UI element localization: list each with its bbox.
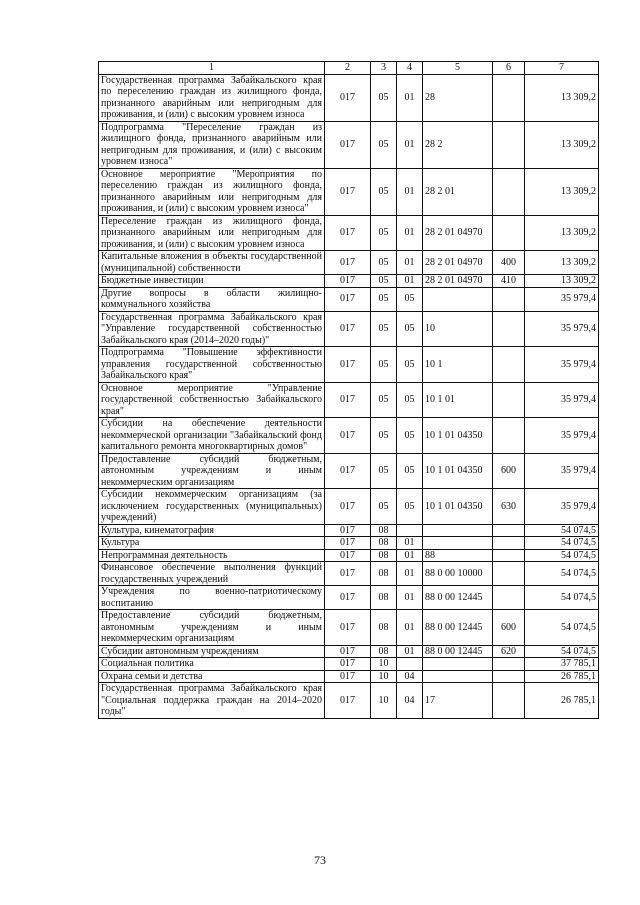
cell-csr: 88 0 00 12445	[423, 586, 493, 610]
cell-rz: 05	[371, 489, 397, 525]
cell-rz: 08	[371, 562, 397, 586]
cell-vr	[493, 74, 525, 121]
cell-csr: 10 1	[423, 347, 493, 383]
cell-vr: 600	[493, 610, 525, 646]
cell-name: Государственная программа Забайкальского края по переселению граждан из жилищного фонда, признанного аварийным или непригодным для проживания, и (или) с высоким уровнем износа	[99, 74, 325, 121]
cell-name: Капитальные вложения в объекты государственной (муниципальной) собственности	[99, 251, 325, 275]
cell-pr: 05	[397, 453, 423, 489]
cell-name: Учреждения по военно-патриотическому воспитанию	[99, 586, 325, 610]
budget-table	[98, 61, 599, 719]
cell-pr: 01	[397, 168, 423, 215]
cell-csr	[423, 524, 493, 537]
cell-grbs: 017	[325, 382, 371, 418]
cell-sum: 26 785,1	[525, 683, 599, 719]
cell-vr: 620	[493, 645, 525, 658]
cell-pr: 04	[397, 670, 423, 683]
header-cell-rz: 3	[371, 62, 397, 75]
cell-name: Основное мероприятие "Управление государственной собственностью Забайкальского края"	[99, 382, 325, 418]
cell-grbs: 017	[325, 658, 371, 671]
cell-name: Культура	[99, 537, 325, 550]
cell-csr: 28 2 01 04970	[423, 275, 493, 288]
cell-vr: 400	[493, 251, 525, 275]
cell-pr: 01	[397, 275, 423, 288]
cell-grbs: 017	[325, 215, 371, 251]
cell-name: Охрана семьи и детства	[99, 670, 325, 683]
cell-vr	[493, 524, 525, 537]
cell-vr	[493, 347, 525, 383]
cell-sum: 13 309,2	[525, 121, 599, 168]
cell-csr: 17	[423, 683, 493, 719]
cell-csr: 10	[423, 311, 493, 347]
header-cell-csr: 5	[423, 62, 493, 75]
table-row	[99, 347, 599, 383]
cell-grbs: 017	[325, 275, 371, 288]
cell-rz: 08	[371, 549, 397, 562]
cell-sum: 13 309,2	[525, 74, 599, 121]
cell-name: Подпрограмма "Переселение граждан из жилищного фонда, признанного аварийным или непригодным для проживания, и (или) с высоким уровнем износа"	[99, 121, 325, 168]
cell-vr	[493, 215, 525, 251]
header-cell-pr: 4	[397, 62, 423, 75]
cell-pr: 05	[397, 489, 423, 525]
cell-vr: 630	[493, 489, 525, 525]
table-row	[99, 453, 599, 489]
cell-rz: 05	[371, 121, 397, 168]
cell-pr: 01	[397, 215, 423, 251]
cell-csr: 28 2	[423, 121, 493, 168]
cell-rz: 05	[371, 311, 397, 347]
header-cell-sum: 7	[525, 62, 599, 75]
table-body	[99, 74, 599, 718]
cell-rz: 08	[371, 586, 397, 610]
cell-pr: 04	[397, 683, 423, 719]
cell-name: Предоставление субсидий бюджетным, автономным учреждениям и иным некоммерческим организациям	[99, 610, 325, 646]
cell-pr: 01	[397, 562, 423, 586]
cell-rz: 05	[371, 74, 397, 121]
table-row	[99, 562, 599, 586]
cell-pr: 05	[397, 311, 423, 347]
page-number: 73	[314, 853, 326, 867]
cell-csr: 88 0 00 12445	[423, 645, 493, 658]
cell-grbs: 017	[325, 610, 371, 646]
cell-rz: 10	[371, 683, 397, 719]
cell-sum: 54 074,5	[525, 645, 599, 658]
cell-rz: 05	[371, 453, 397, 489]
cell-sum: 13 309,2	[525, 215, 599, 251]
cell-pr: 05	[397, 287, 423, 311]
cell-grbs: 017	[325, 683, 371, 719]
cell-pr: 05	[397, 347, 423, 383]
cell-rz: 08	[371, 645, 397, 658]
table-row	[99, 287, 599, 311]
table-row	[99, 215, 599, 251]
cell-grbs: 017	[325, 251, 371, 275]
cell-vr	[493, 311, 525, 347]
cell-grbs: 017	[325, 418, 371, 454]
cell-pr: 05	[397, 418, 423, 454]
cell-grbs: 017	[325, 537, 371, 550]
header-row	[99, 62, 599, 75]
cell-sum: 54 074,5	[525, 586, 599, 610]
cell-csr	[423, 287, 493, 311]
table-row	[99, 251, 599, 275]
cell-sum: 35 979,4	[525, 382, 599, 418]
cell-grbs: 017	[325, 586, 371, 610]
cell-csr	[423, 658, 493, 671]
cell-name: Основное мероприятие "Мероприятия по переселению граждан из жилищного фонда, признанного аварийным или непригодным для проживания, и (или) с высоким уровнем износа"	[99, 168, 325, 215]
cell-name: Государственная программа Забайкальского края "Управление государственной собственностью Забайкальского края (2014–2020 годы)"	[99, 311, 325, 347]
cell-csr	[423, 670, 493, 683]
cell-sum: 35 979,4	[525, 311, 599, 347]
cell-rz: 08	[371, 524, 397, 537]
cell-csr: 88	[423, 549, 493, 562]
cell-vr	[493, 683, 525, 719]
cell-pr: 01	[397, 610, 423, 646]
cell-sum: 37 785,1	[525, 658, 599, 671]
cell-vr	[493, 670, 525, 683]
cell-csr: 10 1 01	[423, 382, 493, 418]
cell-rz: 05	[371, 168, 397, 215]
cell-csr: 10 1 01 04350	[423, 418, 493, 454]
table-row	[99, 670, 599, 683]
cell-rz: 05	[371, 251, 397, 275]
cell-pr: 01	[397, 251, 423, 275]
table-row	[99, 586, 599, 610]
cell-name: Субсидии некоммерческим организациям (за исключением государственных (муниципальных) учреждений)	[99, 489, 325, 525]
cell-grbs: 017	[325, 670, 371, 683]
header-cell-vr: 6	[493, 62, 525, 75]
cell-grbs: 017	[325, 549, 371, 562]
cell-sum: 54 074,5	[525, 549, 599, 562]
cell-name: Государственная программа Забайкальского края "Социальная поддержка граждан на 2014–2020 годы"	[99, 683, 325, 719]
cell-vr: 600	[493, 453, 525, 489]
cell-vr	[493, 121, 525, 168]
table-row	[99, 74, 599, 121]
cell-name: Непрограммная деятельность	[99, 549, 325, 562]
cell-vr	[493, 382, 525, 418]
table-row	[99, 658, 599, 671]
cell-sum: 26 785,1	[525, 670, 599, 683]
cell-name: Другие вопросы в области жилищно-коммунального хозяйства	[99, 287, 325, 311]
cell-name: Финансовое обеспечение выполнения функций государственных учреждений	[99, 562, 325, 586]
header-cell-grbs: 2	[325, 62, 371, 75]
cell-grbs: 017	[325, 489, 371, 525]
cell-pr: 01	[397, 549, 423, 562]
cell-sum: 13 309,2	[525, 168, 599, 215]
cell-rz: 05	[371, 215, 397, 251]
table-row	[99, 549, 599, 562]
cell-pr: 01	[397, 74, 423, 121]
cell-csr: 28	[423, 74, 493, 121]
cell-pr	[397, 658, 423, 671]
cell-pr: 01	[397, 537, 423, 550]
cell-name: Субсидии автономным учреждениям	[99, 645, 325, 658]
cell-csr: 28 2 01	[423, 168, 493, 215]
cell-vr	[493, 537, 525, 550]
cell-name: Переселение граждан из жилищного фонда, признанного аварийным или непригодным для проживания, и (или) с высоким уровнем износа	[99, 215, 325, 251]
cell-rz: 10	[371, 658, 397, 671]
table-row	[99, 121, 599, 168]
cell-name: Подпрограмма "Повышение эффективности управления государственной собственностью Забайкальского края"	[99, 347, 325, 383]
cell-csr: 88 0 00 10000	[423, 562, 493, 586]
cell-grbs: 017	[325, 347, 371, 383]
table-row	[99, 610, 599, 646]
cell-csr: 10 1 01 04350	[423, 453, 493, 489]
cell-sum: 54 074,5	[525, 537, 599, 550]
table-row	[99, 418, 599, 454]
cell-rz: 05	[371, 418, 397, 454]
cell-vr	[493, 549, 525, 562]
cell-csr: 88 0 00 12445	[423, 610, 493, 646]
table-row	[99, 645, 599, 658]
cell-pr: 01	[397, 121, 423, 168]
cell-sum: 54 074,5	[525, 610, 599, 646]
cell-grbs: 017	[325, 121, 371, 168]
cell-grbs: 017	[325, 287, 371, 311]
cell-sum: 35 979,4	[525, 453, 599, 489]
table-row	[99, 382, 599, 418]
cell-rz: 08	[371, 537, 397, 550]
cell-vr	[493, 658, 525, 671]
cell-vr	[493, 418, 525, 454]
cell-sum: 13 309,2	[525, 275, 599, 288]
cell-sum: 54 074,5	[525, 524, 599, 537]
cell-rz: 05	[371, 275, 397, 288]
cell-pr: 01	[397, 586, 423, 610]
cell-rz: 08	[371, 610, 397, 646]
cell-csr: 28 2 01 04970	[423, 251, 493, 275]
table-row	[99, 683, 599, 719]
cell-vr	[493, 168, 525, 215]
cell-rz: 05	[371, 347, 397, 383]
cell-vr	[493, 586, 525, 610]
cell-vr	[493, 287, 525, 311]
cell-sum: 54 074,5	[525, 562, 599, 586]
cell-csr	[423, 537, 493, 550]
table-row	[99, 537, 599, 550]
cell-grbs: 017	[325, 562, 371, 586]
table-row	[99, 489, 599, 525]
cell-sum: 35 979,4	[525, 347, 599, 383]
cell-vr: 410	[493, 275, 525, 288]
cell-pr: 05	[397, 382, 423, 418]
cell-csr: 10 1 01 04350	[423, 489, 493, 525]
cell-grbs: 017	[325, 645, 371, 658]
cell-sum: 35 979,4	[525, 287, 599, 311]
table-row	[99, 275, 599, 288]
cell-name: Субсидии на обеспечение деятельности некоммерческой организации "Забайкальский фонд капитального ремонта многоквартирных домов"	[99, 418, 325, 454]
cell-grbs: 017	[325, 453, 371, 489]
cell-name: Бюджетные инвестиции	[99, 275, 325, 288]
cell-grbs: 017	[325, 74, 371, 121]
cell-sum: 35 979,4	[525, 418, 599, 454]
cell-name: Социальная политика	[99, 658, 325, 671]
header-cell-name: 1	[99, 62, 325, 75]
cell-rz: 10	[371, 670, 397, 683]
table-row	[99, 311, 599, 347]
cell-name: Культура, кинематография	[99, 524, 325, 537]
cell-sum: 13 309,2	[525, 251, 599, 275]
cell-grbs: 017	[325, 168, 371, 215]
cell-pr	[397, 524, 423, 537]
cell-vr	[493, 562, 525, 586]
cell-name: Предоставление субсидий бюджетным, автономным учреждениям и иным некоммерческим организациям	[99, 453, 325, 489]
cell-rz: 05	[371, 382, 397, 418]
cell-csr: 28 2 01 04970	[423, 215, 493, 251]
cell-sum: 35 979,4	[525, 489, 599, 525]
cell-grbs: 017	[325, 311, 371, 347]
cell-grbs: 017	[325, 524, 371, 537]
table-row	[99, 524, 599, 537]
cell-pr: 01	[397, 645, 423, 658]
table-row	[99, 168, 599, 215]
cell-rz: 05	[371, 287, 397, 311]
